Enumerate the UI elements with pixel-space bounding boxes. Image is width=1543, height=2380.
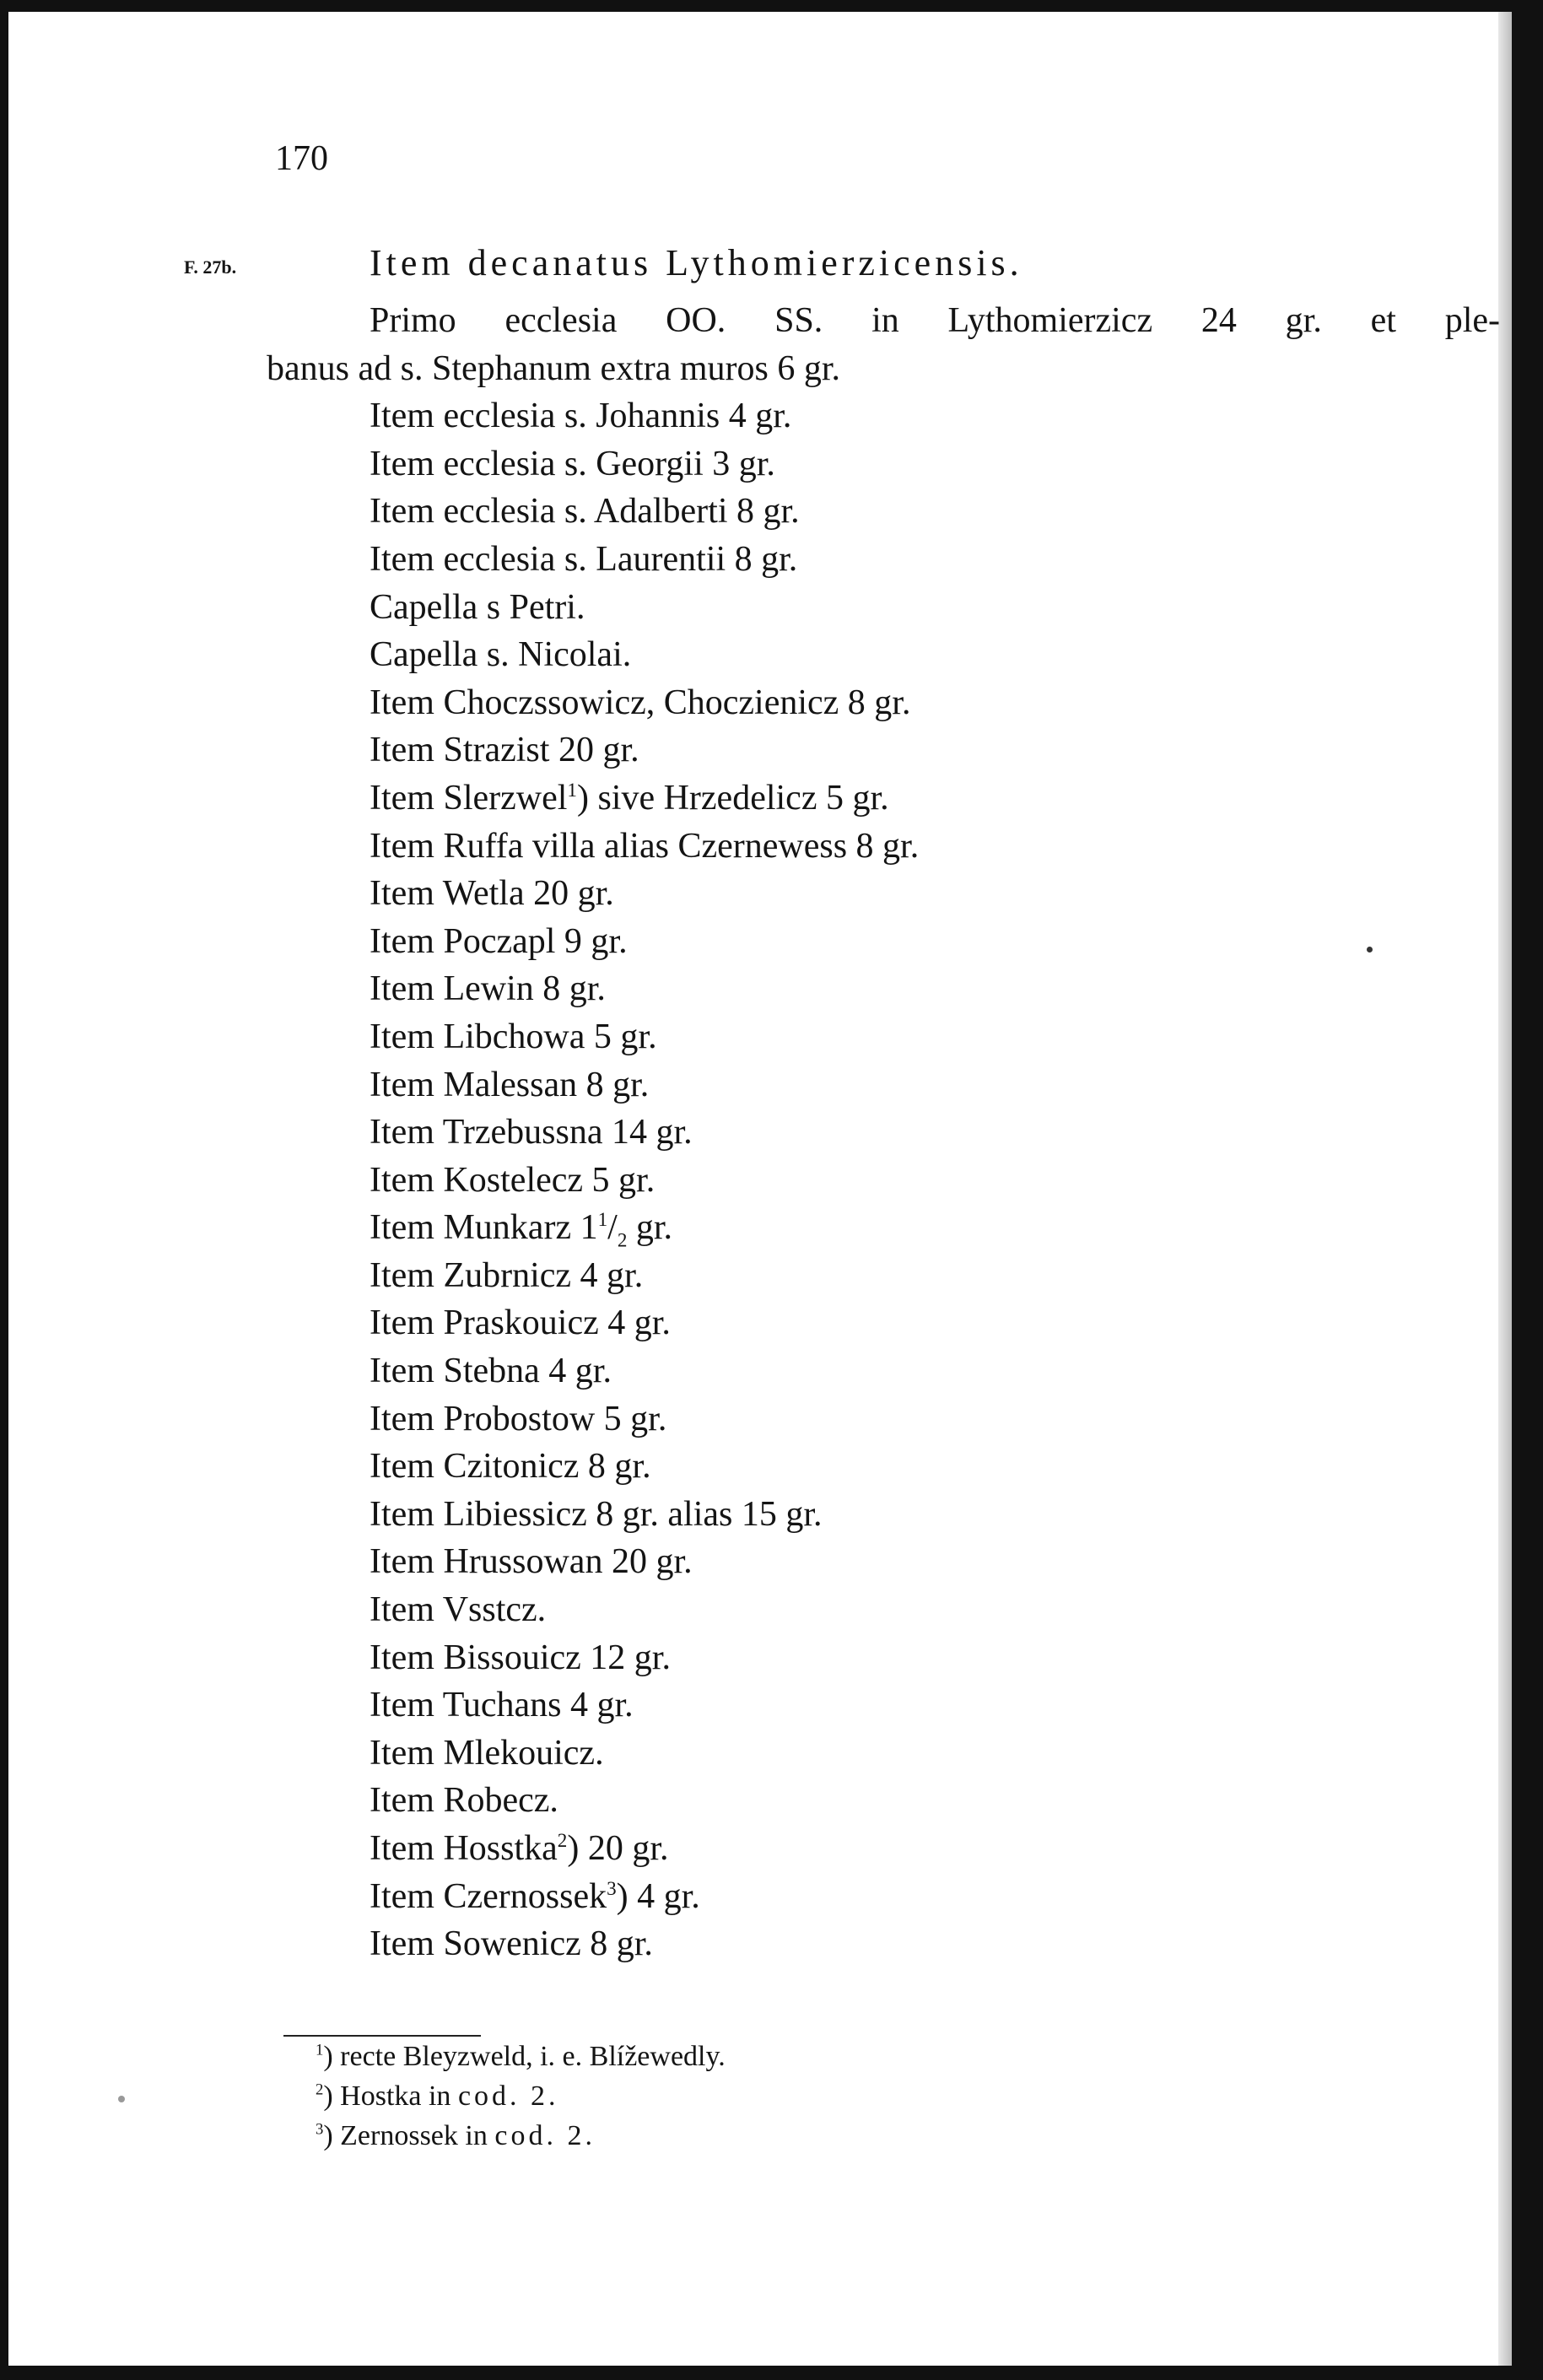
footnote bbox=[316, 2037, 726, 2076]
footnote-number: 3 bbox=[316, 2120, 324, 2139]
list-item: Capella s. Nicolai. bbox=[370, 635, 632, 675]
list-item: Item Libchowa 5 gr. bbox=[370, 1017, 657, 1056]
list-item: Item Vsstcz. bbox=[370, 1590, 547, 1630]
intro-line-1: Primo ecclesia OO. SS. in Lythomierzicz 24 gr. et ple- bbox=[370, 301, 1500, 340]
footnote-marker: 1 bbox=[567, 778, 577, 801]
list-item: Item Malessan 8 gr. bbox=[370, 1065, 650, 1104]
footnote-cod: cod. 2. bbox=[457, 2080, 559, 2112]
footnote-text: ) Zernossek in bbox=[323, 2120, 495, 2151]
list-item: Item Probostow 5 gr. bbox=[370, 1399, 667, 1438]
list-item-fraction bbox=[8, 1204, 1512, 1252]
list-item: Item Ruffa villa alias Czernewess 8 gr. bbox=[370, 826, 920, 866]
footnote bbox=[316, 2116, 726, 2156]
list-item: Item ecclesia s. Adalberti 8 gr. bbox=[370, 492, 800, 532]
page-number: 170 bbox=[275, 139, 328, 178]
list-item: Item Praskouicz 4 gr. bbox=[370, 1303, 671, 1343]
entry-text: ) 4 gr. bbox=[616, 1876, 700, 1916]
entry-text: gr. bbox=[627, 1208, 673, 1248]
list-item: Item Mlekouicz. bbox=[370, 1733, 604, 1773]
entry-text: ) 20 gr. bbox=[567, 1829, 669, 1868]
list-item: Item Poczapl 9 gr. bbox=[370, 921, 628, 961]
list-item: Item Czitonicz 8 gr. bbox=[370, 1447, 651, 1487]
entry-text: Item Hosstka bbox=[370, 1829, 558, 1868]
document-page bbox=[8, 12, 1512, 2366]
list-item: Item ecclesia s. Laurentii 8 gr. bbox=[370, 539, 798, 579]
footnote-cod: cod. 2. bbox=[494, 2120, 596, 2151]
fraction-numerator: 1 bbox=[597, 1208, 608, 1231]
list-item: Item Robecz. bbox=[370, 1781, 558, 1821]
entry-text: Item Czernossek bbox=[370, 1876, 607, 1916]
list-item: Capella s Petri. bbox=[370, 587, 585, 627]
list-item: Item ecclesia s. Johannis 4 gr. bbox=[370, 397, 792, 436]
footnote-text: ) Hostka in bbox=[323, 2080, 458, 2112]
entry-list bbox=[8, 297, 1512, 1968]
list-item: Item Libiessicz 8 gr. alias 15 gr. bbox=[370, 1494, 823, 1534]
fraction-slash: / bbox=[607, 1208, 618, 1248]
list-item: Item Tuchans 4 gr. bbox=[370, 1686, 634, 1725]
footnote-number: 2 bbox=[316, 2080, 324, 2099]
list-item-footnoted bbox=[8, 1825, 1512, 1873]
list-item-footnoted bbox=[8, 1873, 1512, 1921]
footnote bbox=[316, 2076, 726, 2116]
folio-reference: F. 27b. bbox=[184, 256, 237, 278]
entry-text: ) sive Hrzedelicz 5 gr. bbox=[576, 778, 889, 818]
intro-line-2: banus ad s. Stephanum extra muros 6 gr. bbox=[267, 348, 841, 388]
fraction-denominator: 2 bbox=[617, 1228, 628, 1251]
footnotes bbox=[316, 2037, 726, 2156]
footnote-text: ) recte Bleyzweld, i. e. Blížewedly. bbox=[323, 2041, 726, 2072]
list-item: Item Kostelecz 5 gr. bbox=[370, 1160, 656, 1200]
list-item: Item Stebna 4 gr. bbox=[370, 1352, 612, 1391]
list-item-footnoted bbox=[8, 774, 1512, 823]
list-item: Item ecclesia s. Georgii 3 gr. bbox=[370, 444, 775, 483]
entry-text: Item Slerzwel bbox=[370, 778, 568, 818]
list-item: Item Choczssowicz, Choczienicz 8 gr. bbox=[370, 683, 911, 722]
scan-speck bbox=[1367, 947, 1373, 953]
list-item: Item Zubrnicz 4 gr. bbox=[370, 1255, 644, 1295]
scan-speck bbox=[118, 2096, 125, 2102]
list-item: Item Wetla 20 gr. bbox=[370, 874, 614, 914]
footnote-marker: 3 bbox=[607, 1876, 617, 1899]
entry-text: Item Munkarz 1 bbox=[370, 1208, 598, 1248]
list-item: Item Hrussowan 20 gr. bbox=[370, 1542, 693, 1582]
list-item: Item Strazist 20 gr. bbox=[370, 731, 639, 770]
footnote-number: 1 bbox=[316, 2041, 324, 2059]
section-heading: Item decanatus Lythomierzicensis. bbox=[370, 242, 1023, 283]
list-item: Item Sowenicz 8 gr. bbox=[370, 1924, 653, 1964]
list-item: Item Lewin 8 gr. bbox=[370, 969, 606, 1009]
list-item: Item Bissouicz 12 gr. bbox=[370, 1638, 671, 1677]
list-item: Item Trzebussna 14 gr. bbox=[370, 1113, 693, 1152]
footnote-marker: 2 bbox=[557, 1829, 568, 1851]
